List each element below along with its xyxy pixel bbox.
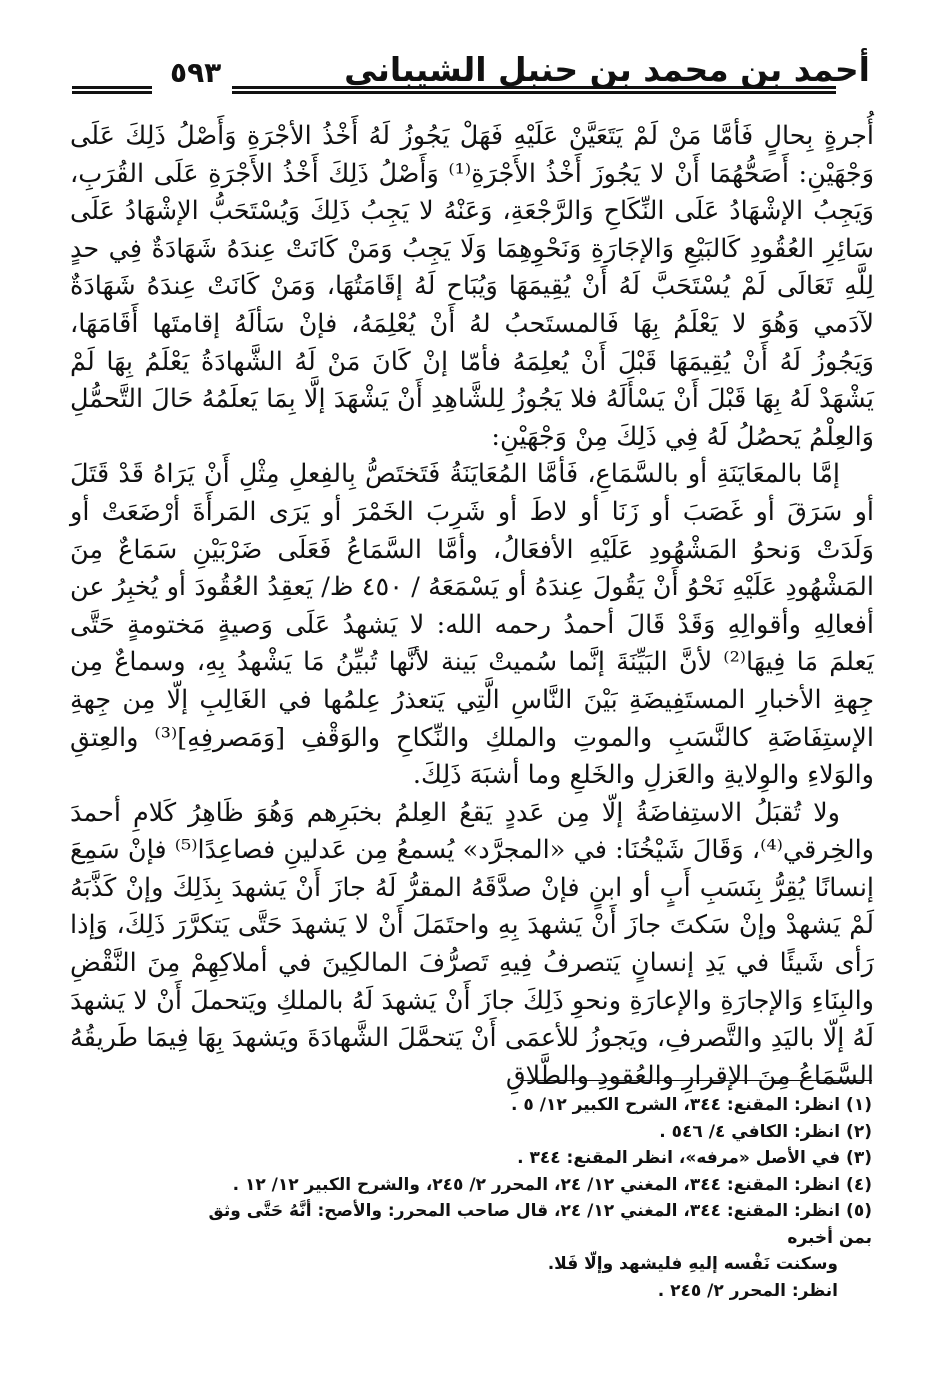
footnote-5-reference: انظر: المحرر ٢/ ٢٤٥ . — [657, 1280, 838, 1301]
running-title: أحمد بن محمد بن حنبل الشيباني — [344, 50, 870, 89]
footnotes — [200, 1092, 872, 1304]
page-header — [70, 48, 870, 98]
paragraph-3: ولا تُقبَلُ الاستِفاضَةُ إلّا مِن عَددٍ يَقعُ العِلمُ بخبَرِهم وَهُوَ ظَاهِرُ كَلامِ أحمدَ والخِرقي⁽⁴⁾، وَقَالَ شَيْخُنَا: في «المجرَّد» يُسمعُ مِن عَدلينِ فصاعِدًا⁽⁵⁾ فإنْ سَمِعَ إنسانًا يُقِرُّ بِنَسَبِ أَبٍ أو ابنٍ فإنْ صدَّقَهُ المقرُّ لَهُ جازَ أَنْ يَشهدَ بِذَلِكَ وإنْ كَذَّبَهُ لَمْ يَشهدْ وإنْ سَكتَ جازَ أَنْ يَشهدَ بِهِ واحتَمَلَ أَنْ لا يَشهدَ حَتَّى يَتكرَّرَ ذَلِكَ، وَإذا رَأى شَيئًا في يَدِ إنسانٍ يَتصرفُ فِيهِ تَصرُّفَ المالكِينَ في أملاكِهِمْ مِنَ النَّقْضِ والبِنَاءِ وَالإجارَةِ والإعارَةِ ونحوِ ذَلِكَ جازَ أَنْ يَشهدَ لَهُ بالملكِ ويَتحملَ أَنْ لا يَشهدَ لَهُ إلّا باليَدِ والتَّصرفِ، ويَجوزُ للأعمَى أَنْ يَتحمَّلَ الشَّهادَةَ ويَشهدَ بِهَا فِيمَا طَريقُهُ السَّمَاعُ مِنَ الإقرارِ والعُقودِ والطَّلاقِ — [70, 797, 874, 1091]
footnote-5: (٥) انظر: المقنع: ٣٤٤، المغني ١٢/ ٢٤، قال صاحب المحرر: والأصح: أنَّهُ حَتَّى وثق بمن أخبره — [208, 1201, 872, 1248]
footnote-separator — [520, 1080, 872, 1081]
page-number: ٥٩٣ — [170, 56, 222, 89]
footnote-1: (١) انظر: المقنع: ٣٤٤، الشرح الكبير ١٢/ ٥ . — [511, 1095, 872, 1115]
footnote-2: (٢) انظر: الكافي ٤/ ٥٤٦ . — [659, 1121, 872, 1142]
header-rule-right — [232, 86, 836, 94]
footnote-4: (٤) انظر: المقنع: ٣٤٤، المغني ١٢/ ٢٤، المحرر ٢/ ٢٤٥، والشرح الكبير ١٢/ ١٢ . — [232, 1174, 872, 1195]
header-rule-left — [72, 86, 152, 94]
footnote-3: (٣) في الأصل «مرفه»، انظر المقنع: ٣٤٤ . — [517, 1148, 872, 1168]
footnote-5-continued: وسكنت نَفْسه إليهِ فليشهد وإلّا فَلا. — [547, 1254, 838, 1274]
paragraph-2: إمَّا بالمعَايَنَةِ أو بالسَّمَاعِ، فَأمَّا المُعَايَنَةُ فَتَختَصُّ بِالفِعلِ مِثْلِ أَنْ يَرَاهُ قَدْ قَتَلَ أو سَرَقَ أو غَصَبَ أو زَنَا أو لاطَ أو شَرِبَ الخَمْرَ أو يَرَى المَرأَةَ أرْضَعَتْ أو وَلَدَتْ وَنحوُ المَشْهُودِ عَلَيْهِ الأفعَالُ، وأمَّا السَّمَاعُ فَعَلَى ضَرْبَيْنِ سَمَاعٌ مِنَ المَشْهُودِ عَلَيْهِ نَحْوُ أَنْ يَقُولَ عِندَهُ أو يَسْمَعَهُ / ٤٥٠ ظ/ يَعقِدُ العُقُودَ أو يُخبِرُ عن أفعالِهِ وأقوالِهِ وَقَدْ قَالَ أحمدُ رحمه الله: لا يَشهدُ عَلَى وَصيةٍ مَختومةٍ حَتَّى يَعلمَ مَا فِيهَا⁽²⁾ لأنَّ البَيِّنَةَ إنَّما سُميتْ بَينة لأنَّها تُبيِّنُ مَا يَشْهدُ بِهِ، وسماعٌ مِن جِهةِ الأخبارِ المستَفِيضَةِ بَيْنَ النَّاسِ الَّتِي يَتعذرُ عِلمُها في الغَالِبِ إلّا مِن جِهةِ الإستِفَاضَةِ كالنَّسَبِ والموتِ والملكِ والنِّكاحِ والوَقْفِ [وَمَصرفِهِ]⁽³⁾ والعِتقِ والوَلاءِ والوِلايةِ والعَزلِ والخَلعِ وما أشبَهَ ذَلِكَ. — [70, 459, 875, 791]
main-text — [70, 118, 874, 1095]
paragraph-1: أُجرةٍ بِحالٍ فَأمَّا مَنْ لَمْ يَتَعَيَّنْ عَلَيْهِ فَهَلْ يَجُوزُ لَهُ أَخْذُ الأجْرَةِ وَأَصْلُ ذَلِكَ عَلَى وَجْهَيْنِ: أَصَحُّهُمَا أَنْ لا يَجُوزَ أَخْذُ الأَجْرَةِ⁽¹⁾ وَأَصْلُ ذَلِكَ أَخْذُ الأَجْرَةِ عَلَى القُرَبِ، وَيَجِبُ الإشْهَادُ عَلَى النِّكَاحِ وَالرَّجْعَةِ، وَعَنْهُ لا يَجِبُ ذَلِكَ وَيُسْتَحَبُّ الإشْهَادُ عَلَى سَائِرِ العُقُودِ كَالبَيْعِ وَالإجَارَةِ وَنَحْوِهِمَا وَلَا يَجِبُ وَمَنْ كَانَتْ عِندَهُ شَهَادَةٌ فِي حدٍ لِلَّهِ تَعَالَى لَمْ يُسْتَحَبَّ لَهُ أَنْ يُقِيمَهَا وَيُبَاح لَهُ إقَامَتُهَا، وَمَنْ كَانَتْ عِندَهُ شَهَادَةٌ لآدَمي وَهُوَ لا يَعْلَمُ بِهَا فَالمستَحبُ لهُ أَنْ يُعْلِمَهُ، فإنْ سَألَهُ إقامتَها أَقَامَهَا، وَيَجُوزُ لَهُ أَنْ يُقِيمَهَا قَبْلَ أَنْ يُعلِمَهُ فأمّا إنْ كَانَ مَنْ لَهُ الشَّهادَةُ يَعْلَمُ بِهَا لَمْ يَشْهَدْ لَهُ بِهَا قَبْلَ أَنْ يَسْأَلَهُ فلا يَجُوزُ لِلشَّاهِدِ أَنْ يَشْهَدَ إلَّا بِمَا يَعلَمُهُ حَالَ التَّحمُّلِ وَالعِلْمُ يَحصُلُ لَهُ فِي ذَلِكَ مِنْ وَجْهَيْنِ: — [70, 121, 875, 452]
